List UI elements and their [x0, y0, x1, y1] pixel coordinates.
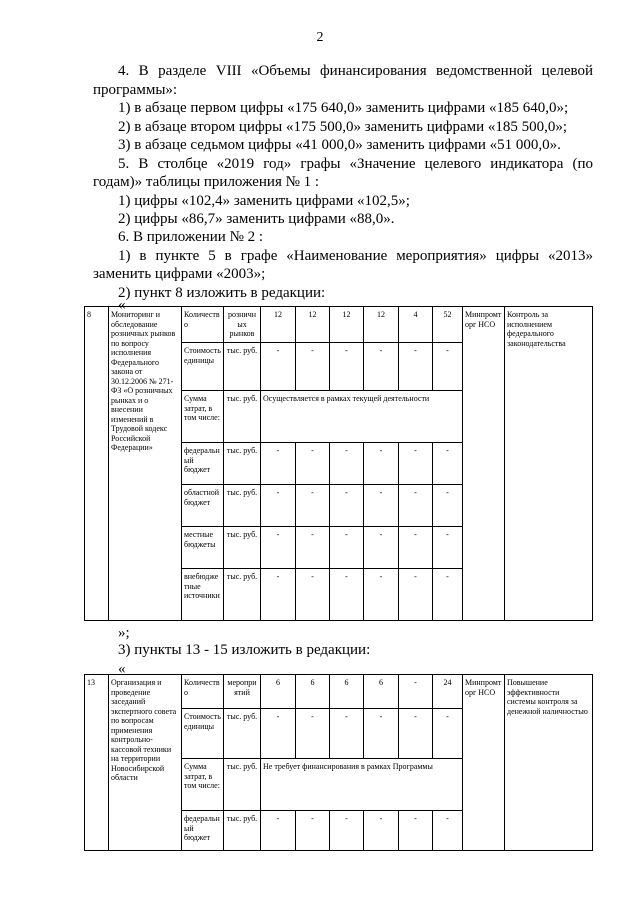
value-cell: - — [399, 443, 433, 485]
paragraph-5: 5. В столбце «2019 год» графы «Значение целевого индикатора (по — [118, 156, 593, 172]
expected-result: Повышение эффективности системы контроля за денежной наличностью — [505, 675, 593, 851]
paragraph-5-2: 2) цифры «86,7» заменить цифрами «88,0». — [118, 211, 395, 227]
row-unit: тыс. руб. — [224, 343, 261, 391]
merged-note: Осуществляется в рамках текущей деятельности — [261, 391, 463, 443]
value-cell: - — [261, 527, 296, 569]
value-cell: 24 — [433, 675, 463, 709]
value-cell: 6 — [364, 675, 399, 709]
value-cell: - — [433, 527, 463, 569]
row-unit: розничных рынков — [224, 307, 261, 343]
value-cell: - — [364, 811, 399, 851]
value-cell: - — [364, 343, 399, 391]
value-cell: - — [364, 443, 399, 485]
value-cell: - — [296, 343, 330, 391]
paragraph-5-cont: годам)» таблицы приложения № 1 : — [93, 174, 320, 190]
value-cell: 6 — [261, 675, 296, 709]
value-cell: 12 — [261, 307, 296, 343]
value-cell: - — [296, 709, 330, 759]
table-item-13 — [84, 674, 593, 851]
row-label: Количество — [182, 675, 224, 709]
value-cell: - — [261, 485, 296, 527]
value-cell: - — [261, 343, 296, 391]
paragraph-4-cont: программы»: — [93, 82, 178, 98]
value-cell: - — [261, 569, 296, 621]
row-unit: тыс. руб. — [224, 391, 261, 443]
row-label: Сумма затрат, в том числе: — [182, 391, 224, 443]
row-label: местные бюджеты — [182, 527, 224, 569]
value-cell: 12 — [330, 307, 364, 343]
value-cell: 6 — [296, 675, 330, 709]
value-cell: - — [433, 443, 463, 485]
value-cell: - — [330, 527, 364, 569]
value-cell: - — [433, 569, 463, 621]
open-quote-2: « — [118, 661, 126, 677]
row-unit: тыс. руб. — [224, 485, 261, 527]
paragraph-6-1: 1) в пункте 5 в графе «Наименование мероприятия» цифры «2013» — [118, 248, 593, 264]
paragraph-5-1: 1) цифры «102,4» заменить цифрами «102,5»; — [118, 193, 410, 209]
value-cell: - — [399, 709, 433, 759]
paragraph-4-2: 2) в абзаце втором цифры «175 500,0» заменить цифрами «185 500,0»; — [118, 119, 568, 135]
value-cell: - — [296, 811, 330, 851]
value-cell: - — [364, 485, 399, 527]
value-cell: - — [399, 675, 433, 709]
row-label: внебюджетные источники — [182, 569, 224, 621]
value-cell: - — [399, 811, 433, 851]
value-cell: 12 — [296, 307, 330, 343]
value-cell: - — [330, 485, 364, 527]
row-label: Количество — [182, 307, 224, 343]
value-cell: - — [296, 527, 330, 569]
value-cell: - — [330, 569, 364, 621]
value-cell: - — [364, 527, 399, 569]
value-cell: - — [433, 709, 463, 759]
value-cell: - — [399, 527, 433, 569]
value-cell: - — [261, 811, 296, 851]
value-cell: 6 — [330, 675, 364, 709]
row-label: Стоимость единицы — [182, 343, 224, 391]
value-cell: - — [330, 343, 364, 391]
paragraph-4: 4. В разделе VIII «Объемы финансирования ведомственной целевой — [118, 63, 593, 79]
item-number: 8 — [85, 307, 109, 621]
paragraph-4-1: 1) в абзаце первом цифры «175 640,0» заменить цифрами «185 640,0»; — [118, 100, 569, 116]
value-cell: - — [296, 485, 330, 527]
value-cell: - — [433, 811, 463, 851]
value-cell: - — [330, 709, 364, 759]
value-cell: - — [433, 343, 463, 391]
value-cell: - — [261, 709, 296, 759]
table-item-8 — [84, 306, 593, 621]
row-label: Сумма затрат, в том числе: — [182, 759, 224, 811]
event-name: Организация и проведение заседаний экспертного совета по вопросам применения контрольно-кассовой техники на территории Новосибирской области — [109, 675, 182, 851]
page-number: 2 — [316, 30, 324, 45]
value-cell: - — [433, 485, 463, 527]
row-unit: тыс. руб. — [224, 759, 261, 811]
value-cell: 12 — [364, 307, 399, 343]
value-cell: - — [296, 569, 330, 621]
value-cell: - — [261, 443, 296, 485]
item-number: 13 — [85, 675, 109, 851]
row-unit: мероприятий — [224, 675, 261, 709]
row-unit: тыс. руб. — [224, 527, 261, 569]
paragraph-6-1-cont: заменить цифрами «2003»; — [93, 266, 266, 282]
row-label: федеральный бюджет — [182, 811, 224, 851]
close-quote-1: »; — [118, 625, 130, 641]
merged-note: Не требует финансирования в рамках Программы — [261, 759, 463, 811]
paragraph-6-3: 3) пункты 13 - 15 изложить в редакции: — [118, 642, 371, 658]
row-unit: тыс. руб. — [224, 569, 261, 621]
executor: Минпромторг НСО — [463, 307, 505, 621]
executor: Минпромторг НСО — [463, 675, 505, 851]
row-unit: тыс. руб. — [224, 709, 261, 759]
row-unit: тыс. руб. — [224, 811, 261, 851]
row-label: Стоимость единицы — [182, 709, 224, 759]
value-cell: - — [364, 569, 399, 621]
value-cell: - — [296, 443, 330, 485]
open-quote-1: « — [118, 297, 126, 313]
value-cell: 52 — [433, 307, 463, 343]
value-cell: - — [330, 811, 364, 851]
value-cell: - — [399, 569, 433, 621]
value-cell: 4 — [399, 307, 433, 343]
row-unit: тыс. руб. — [224, 443, 261, 485]
value-cell: - — [330, 443, 364, 485]
value-cell: - — [399, 485, 433, 527]
value-cell: - — [364, 709, 399, 759]
paragraph-4-3: 3) в абзаце седьмом цифры «41 000,0» заменить цифрами «51 000,0». — [118, 137, 561, 153]
row-label: областной бюджет — [182, 485, 224, 527]
paragraph-6-2: 2) пункт 8 изложить в редакции: — [118, 285, 326, 301]
paragraph-6: 6. В приложении № 2 : — [118, 229, 264, 245]
value-cell: - — [399, 343, 433, 391]
row-label: федеральный бюджет — [182, 443, 224, 485]
event-name: Мониторинг и обследование розничных рынков по вопросу исполнения Федерального закона от 30.12.2006 № 271-ФЗ «О розничных рынках и о внесении изменений в Трудовой кодекс Российской Федерации» — [109, 307, 182, 621]
expected-result: Контроль за исполнением федерального законодательства — [505, 307, 593, 621]
